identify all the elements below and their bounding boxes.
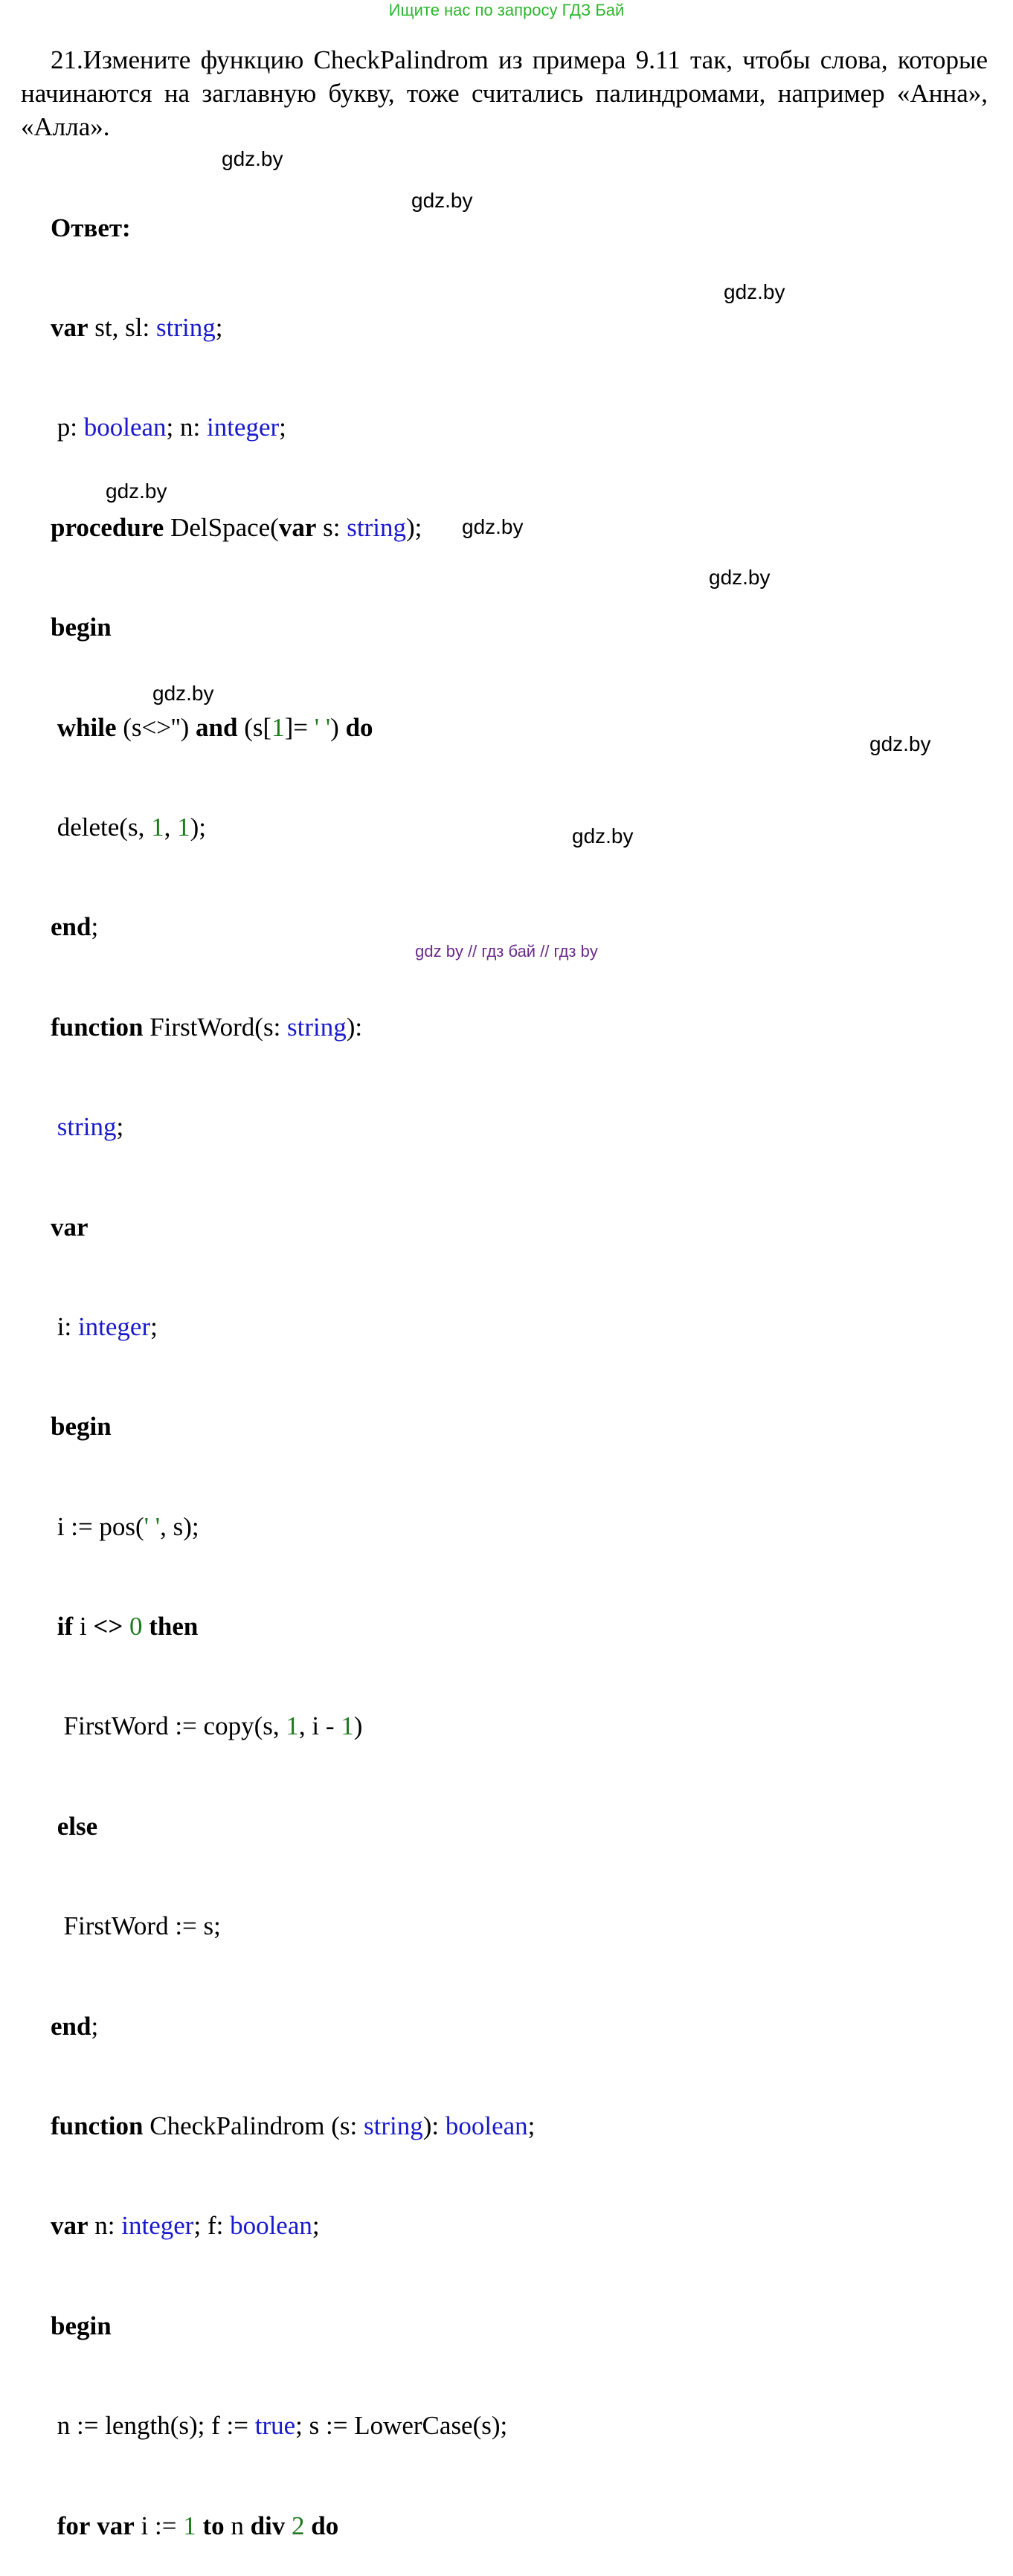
- code-text: ; n:: [166, 413, 207, 442]
- code-type: boolean: [230, 2211, 312, 2241]
- code-text: [143, 1612, 149, 1641]
- code-keyword: var: [51, 1212, 89, 1242]
- code-text: s:: [316, 512, 347, 542]
- code-text: DelSpace(: [164, 512, 279, 542]
- code-type: string: [363, 2111, 423, 2141]
- code-text: ;: [215, 312, 223, 342]
- code-text: [90, 2511, 97, 2540]
- watermark: gdz.by: [724, 280, 785, 303]
- code-keyword: do: [311, 2511, 339, 2540]
- code-line: [51, 1311, 988, 1344]
- watermark: gdz.by: [222, 147, 283, 170]
- code-number: 1: [286, 1711, 299, 1741]
- code-type: boolean: [83, 413, 167, 442]
- code-keyword: var: [51, 2211, 89, 2241]
- bottom-banner: gdz by // гдз бай // гдз by: [415, 942, 598, 961]
- code-line: [51, 2110, 988, 2143]
- code-text: ;: [527, 2111, 536, 2141]
- code-type: string: [347, 512, 406, 542]
- code-text: ; f:: [193, 2211, 231, 2241]
- code-line: [51, 1111, 988, 1144]
- code-keyword: function: [51, 1012, 144, 1042]
- code-keyword: div: [250, 2511, 286, 2540]
- code-text: ):: [346, 1012, 363, 1042]
- watermark: gdz.by: [106, 480, 167, 503]
- code-keyword: begin: [51, 1412, 112, 1442]
- code-number: 1: [271, 712, 285, 742]
- code-text: FirstWord := copy(s,: [51, 1711, 286, 1741]
- code-text: [123, 1612, 129, 1641]
- code-number: 1: [177, 812, 190, 842]
- code-keyword: var: [278, 512, 317, 542]
- top-banner: Ищите нас по запросу ГДЗ Бай: [388, 1, 625, 19]
- code-keyword: and: [196, 712, 238, 742]
- code-text: ;: [279, 413, 286, 442]
- code-line: [51, 911, 988, 944]
- code-keyword: do: [345, 712, 373, 742]
- code-line: [51, 1610, 988, 1644]
- code-text: ;: [91, 2011, 99, 2041]
- code-type: string: [155, 312, 216, 342]
- code-keyword: end: [51, 2011, 91, 2041]
- code-type: string: [57, 1112, 117, 1142]
- code-keyword: else: [51, 1811, 98, 1841]
- watermark: gdz.by: [709, 566, 771, 589]
- code-text: [51, 1112, 57, 1141]
- code-line: [51, 411, 988, 445]
- code-line: [51, 1710, 988, 1743]
- code-text: i :=: [134, 2511, 184, 2540]
- code-keyword: end: [51, 912, 91, 942]
- code-text: n := length(s); f :=: [51, 2411, 255, 2441]
- code-string: ' ': [144, 1511, 161, 1541]
- code-number: 1: [151, 812, 164, 842]
- code-text: ,: [164, 812, 178, 842]
- code-line: [51, 1211, 988, 1245]
- code-line: [51, 711, 988, 745]
- code-string: ' ': [314, 712, 331, 742]
- code-text: i := pos(: [51, 1511, 144, 1541]
- code-line: [51, 1410, 988, 1444]
- code-keyword: var: [97, 2511, 135, 2540]
- code-number: 1: [341, 1711, 354, 1741]
- code-text: ): [353, 1711, 363, 1741]
- code-type: integer: [121, 2211, 194, 2241]
- code-text: ;: [312, 2211, 320, 2241]
- code-keyword: begin: [51, 2311, 112, 2340]
- watermark: gdz.by: [462, 515, 524, 538]
- code-line: [51, 2310, 988, 2343]
- code-text: FirstWord(s:: [143, 1012, 288, 1042]
- code-text: ): [330, 712, 346, 742]
- code-keyword: while: [51, 712, 117, 742]
- code-line: [51, 1011, 988, 1045]
- code-text: CheckPalindrom (s:: [143, 2111, 364, 2141]
- code-line: [51, 2409, 988, 2443]
- code-keyword: if: [51, 1612, 74, 1642]
- code-line: [51, 2510, 988, 2543]
- task-text: 21.Измените функцию CheckPalindrom из примера 9.11 так, чтобы слова, которые начинаются на заглавную букву, тоже считались палиндромами, например «Анна», «Алла».: [21, 45, 988, 141]
- code-number: 0: [129, 1612, 143, 1642]
- code-text: ;: [150, 1311, 158, 1341]
- code-text: );: [405, 512, 422, 542]
- code-line: [51, 611, 988, 645]
- code-number: 1: [183, 2511, 196, 2540]
- code-type: boolean: [445, 2111, 528, 2141]
- watermark: gdz.by: [572, 824, 634, 848]
- code-text: ; s := LowerCase(s);: [295, 2411, 508, 2441]
- code-text: );: [190, 812, 206, 842]
- code-keyword: var: [51, 312, 89, 342]
- code-keyword: to: [202, 2511, 225, 2540]
- watermark: gdz.by: [152, 682, 214, 705]
- code-line: [51, 2209, 988, 2243]
- code-number: 2: [292, 2511, 305, 2540]
- code-text: (s[: [237, 712, 272, 742]
- watermark: gdz.by: [411, 189, 473, 212]
- code-text: , s);: [160, 1511, 199, 1541]
- code-type: true: [254, 2411, 296, 2441]
- code-text: ;: [91, 912, 99, 942]
- code-text: ;: [116, 1112, 124, 1142]
- answer-label: Ответ:: [51, 213, 131, 242]
- code-text: delete(s,: [51, 812, 152, 842]
- watermark: gdz.by: [869, 732, 931, 755]
- code-keyword: begin: [51, 613, 112, 642]
- code-text: FirstWord := s;: [51, 1911, 221, 1941]
- code-keyword: then: [149, 1612, 199, 1642]
- code-line: [51, 1511, 988, 1544]
- code-type: integer: [77, 1311, 151, 1341]
- code-keyword: procedure: [51, 512, 164, 542]
- code-line: [51, 1910, 988, 1943]
- code-line: [51, 2010, 988, 2044]
- code-keyword: for: [51, 2511, 91, 2540]
- code-keyword: <>: [93, 1612, 123, 1642]
- code-type: integer: [206, 413, 280, 442]
- code-text: i: [73, 1612, 94, 1642]
- answer-label-line: [51, 212, 988, 245]
- code-line: [51, 311, 988, 345]
- code-text: ]=: [284, 712, 315, 742]
- code-type: string: [287, 1012, 347, 1042]
- answer-code-block: [51, 145, 988, 2576]
- code-keyword: function: [51, 2111, 144, 2141]
- code-text: st, sl:: [88, 312, 156, 342]
- code-text: [285, 2511, 292, 2540]
- code-text: (s<>''): [116, 712, 196, 742]
- code-text: , i -: [298, 1711, 341, 1741]
- code-text: n:: [88, 2211, 122, 2241]
- code-text: n: [224, 2511, 251, 2540]
- code-line: [51, 1810, 988, 1844]
- code-text: p:: [51, 413, 84, 442]
- code-text: ):: [422, 2111, 446, 2141]
- code-text: [305, 2511, 312, 2540]
- code-text: i:: [51, 1311, 78, 1341]
- code-line: [51, 811, 988, 845]
